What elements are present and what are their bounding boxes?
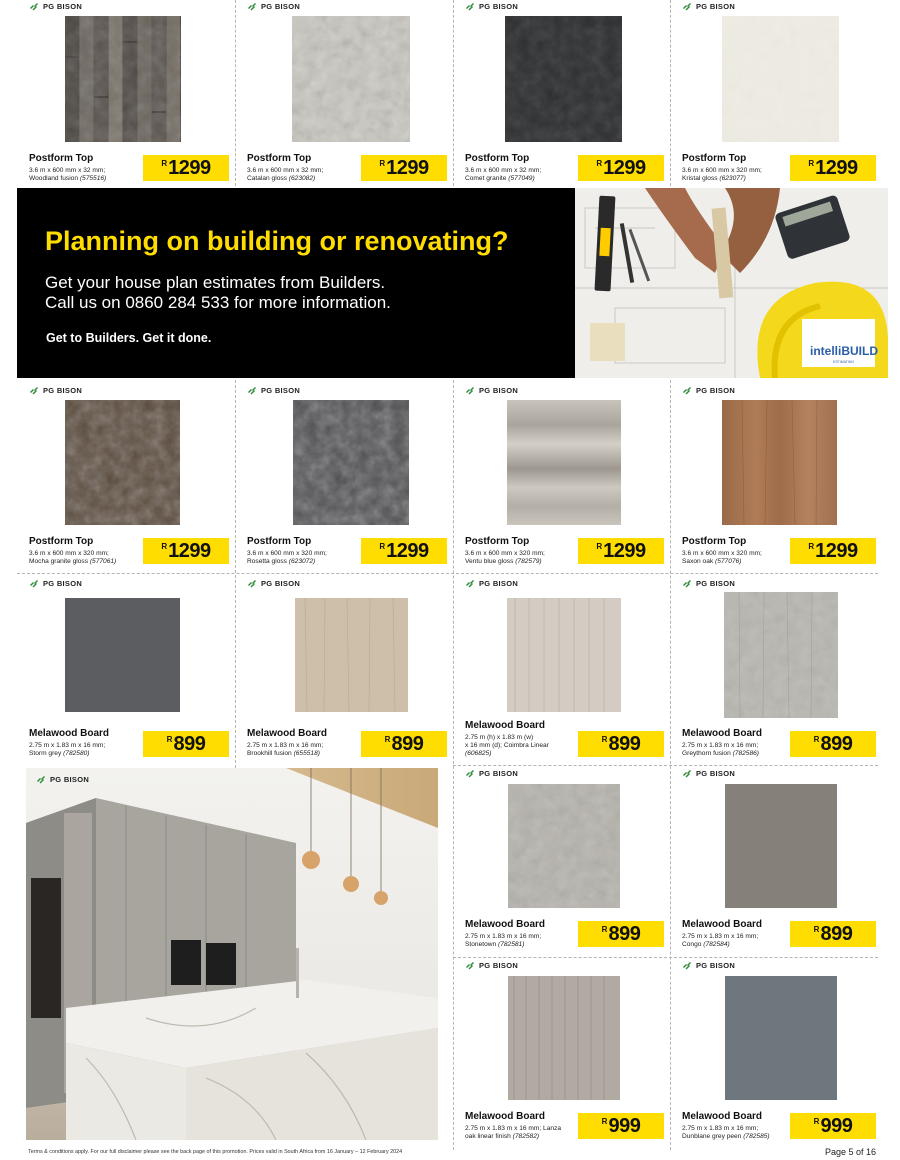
product-desc: 2.75 m x 1.83 m x 16 mm; Storm grey (782580) <box>29 742 106 757</box>
product-title: Melawood Board <box>465 919 546 930</box>
brand-logo: PG BISON <box>682 961 735 970</box>
product-desc: 2.75 m (h) x 1.83 m (w) x 16 mm (d); Coimbra Linear (606825) <box>465 734 549 757</box>
brand-logo: PG BISON <box>465 2 518 11</box>
price-tag: R 899 <box>578 921 664 947</box>
pg-bison-icon <box>682 961 692 970</box>
product-card[interactable] <box>670 575 882 765</box>
banner-line-1: Get your house plan estimates from Builders. <box>45 273 386 292</box>
product-swatch <box>725 976 837 1100</box>
price-tag: R 1299 <box>361 538 447 564</box>
pg-bison-icon <box>29 579 39 588</box>
product-desc: 3.6 m x 600 mm x 320 mm; Saxon oak (577076) <box>682 550 762 565</box>
product-title: Postform Top <box>465 153 530 164</box>
brand-logo: PG BISON <box>465 579 518 588</box>
promo-banner <box>17 188 575 378</box>
pg-bison-icon <box>465 386 475 395</box>
product-card[interactable] <box>17 380 235 573</box>
price-tag: R 1299 <box>361 155 447 181</box>
brand-logo-photo: PG BISON <box>36 775 89 784</box>
banner-line-2: Call us on 0860 284 533 for more information. <box>45 293 391 312</box>
product-card[interactable] <box>235 575 453 765</box>
product-title: Melawood Board <box>465 1111 546 1122</box>
intellibuild-logo: intelliBUILD <box>810 344 878 358</box>
banner-cta: Get to Builders. Get it done. <box>46 331 212 345</box>
product-card[interactable] <box>17 0 235 186</box>
pg-bison-icon <box>465 2 475 11</box>
page-number: Page 5 of 16 <box>824 1147 876 1157</box>
price-tag: R 1299 <box>790 155 876 181</box>
pg-bison-icon <box>29 386 39 395</box>
product-swatch <box>505 16 622 142</box>
product-desc: 2.75 m x 1.83 m x 16 mm; Lanza oak linear finish (782582) <box>465 1125 562 1140</box>
brand-logo: PG BISON <box>29 2 82 11</box>
product-swatch <box>724 592 838 718</box>
product-card[interactable] <box>17 575 235 765</box>
pg-bison-icon <box>465 961 475 970</box>
product-swatch <box>65 16 181 142</box>
product-card[interactable] <box>453 0 670 186</box>
pg-bison-icon <box>29 2 39 11</box>
product-desc: 3.6 m x 600 mm x 320 mm; Kristal gloss (623077) <box>682 167 762 182</box>
pg-bison-icon <box>247 579 257 588</box>
product-card[interactable] <box>453 957 670 1145</box>
pg-bison-icon <box>247 386 257 395</box>
product-title: Postform Top <box>682 153 747 164</box>
brand-logo: PG BISON <box>465 769 518 778</box>
product-swatch <box>65 400 180 525</box>
pg-bison-icon <box>682 769 692 778</box>
pg-bison-icon <box>682 2 692 11</box>
product-desc: 2.75 m x 1.83 m x 16 mm; Greythorn fusion (782586) <box>682 742 759 757</box>
product-card[interactable] <box>235 380 453 573</box>
brand-logo: PG BISON <box>682 386 735 395</box>
product-desc: 3.6 m x 600 mm x 32 mm; Catalan gloss (623082) <box>247 167 324 182</box>
product-swatch <box>292 16 410 142</box>
product-card[interactable] <box>453 380 670 573</box>
product-swatch <box>507 400 621 525</box>
product-swatch <box>722 16 839 142</box>
product-title: Melawood Board <box>465 720 546 731</box>
product-title: Melawood Board <box>247 728 328 739</box>
brand-logo: PG BISON <box>682 769 735 778</box>
brand-logo: PG BISON <box>247 2 300 11</box>
product-card[interactable] <box>670 957 882 1145</box>
product-swatch <box>295 598 408 712</box>
kitchen-photo <box>26 768 438 1140</box>
price-tag: R 1299 <box>143 538 229 564</box>
brand-logo: PG BISON <box>682 579 735 588</box>
price-tag: R 1299 <box>578 155 664 181</box>
product-swatch <box>293 400 409 525</box>
disclaimer: Terms & conditions apply. For our full disclaimer please see the back page of this promotion. Prices valid in South Africa from 16 January – 12 February 2024 <box>28 1149 403 1155</box>
planning-photo <box>575 188 888 378</box>
pg-bison-icon <box>465 769 475 778</box>
pg-bison-icon <box>682 386 692 395</box>
product-swatch <box>65 598 180 712</box>
product-desc: 2.75 m x 1.83 m x 16 mm; Dunblane grey peen (782585) <box>682 1125 770 1140</box>
product-desc: 3.6 m x 600 mm x 32 mm; Woodland fusion (575516) <box>29 167 107 182</box>
product-swatch <box>725 784 837 908</box>
banner-headline: Planning on building or renovating? <box>45 226 509 256</box>
price-tag: R 899 <box>361 731 447 757</box>
price-tag: R 899 <box>790 731 876 757</box>
svg-text:ESTIMATING: ESTIMATING <box>833 360 855 364</box>
price-tag: R 899 <box>790 921 876 947</box>
product-desc: 3.6 m x 600 mm x 320 mm; Mocha granite gloss (577061) <box>29 550 117 565</box>
brand-logo: PG BISON <box>682 2 735 11</box>
brand-logo: PG BISON <box>29 386 82 395</box>
product-card[interactable] <box>670 0 882 186</box>
brand-logo: PG BISON <box>465 961 518 970</box>
price-tag: R 1299 <box>578 538 664 564</box>
product-title: Postform Top <box>29 536 94 547</box>
product-desc: 3.6 m x 600 mm x 320 mm; Ventu blue gloss (782579) <box>465 550 545 565</box>
price-tag: R 999 <box>790 1113 876 1139</box>
product-card[interactable] <box>670 380 882 573</box>
product-card[interactable] <box>235 0 453 186</box>
product-title: Postform Top <box>682 536 747 547</box>
pg-bison-icon <box>465 579 475 588</box>
product-desc: 2.75 m x 1.83 m x 16 mm; Stonetown (782581) <box>465 933 542 948</box>
product-title: Melawood Board <box>29 728 110 739</box>
product-desc: 3.6 m x 600 mm x 320 mm; Rosetta gloss (623072) <box>247 550 327 565</box>
product-swatch <box>507 598 621 712</box>
product-title: Postform Top <box>465 536 530 547</box>
product-title: Melawood Board <box>682 728 763 739</box>
pg-bison-icon <box>682 579 692 588</box>
product-card[interactable] <box>453 765 670 957</box>
brand-logo: PG BISON <box>29 579 82 588</box>
product-card[interactable] <box>453 575 670 765</box>
price-tag: R 999 <box>578 1113 664 1139</box>
price-tag: R 1299 <box>790 538 876 564</box>
product-desc: 3.6 m x 600 mm x 32 mm; Comet granite (577049) <box>465 167 542 182</box>
product-title: Postform Top <box>247 536 312 547</box>
product-desc: 2.75 m x 1.83 m x 16 mm; Congo (782584) <box>682 933 759 948</box>
product-desc: 2.75 m x 1.83 m x 16 mm; Brookhill fusion (655518) <box>247 742 324 757</box>
pg-bison-icon <box>36 775 46 784</box>
pg-bison-icon <box>247 2 257 11</box>
product-title: Postform Top <box>247 153 312 164</box>
product-swatch <box>508 784 620 908</box>
brand-logo: PG BISON <box>247 386 300 395</box>
product-swatch <box>508 976 620 1100</box>
product-title: Melawood Board <box>682 1111 763 1122</box>
price-tag: R 1299 <box>143 155 229 181</box>
product-title: Melawood Board <box>682 919 763 930</box>
product-swatch <box>722 400 837 525</box>
price-tag: R 899 <box>578 731 664 757</box>
product-title: Postform Top <box>29 153 94 164</box>
brand-logo: PG BISON <box>465 386 518 395</box>
price-tag: R 899 <box>143 731 229 757</box>
product-card[interactable] <box>670 765 882 957</box>
brand-logo: PG BISON <box>247 579 300 588</box>
